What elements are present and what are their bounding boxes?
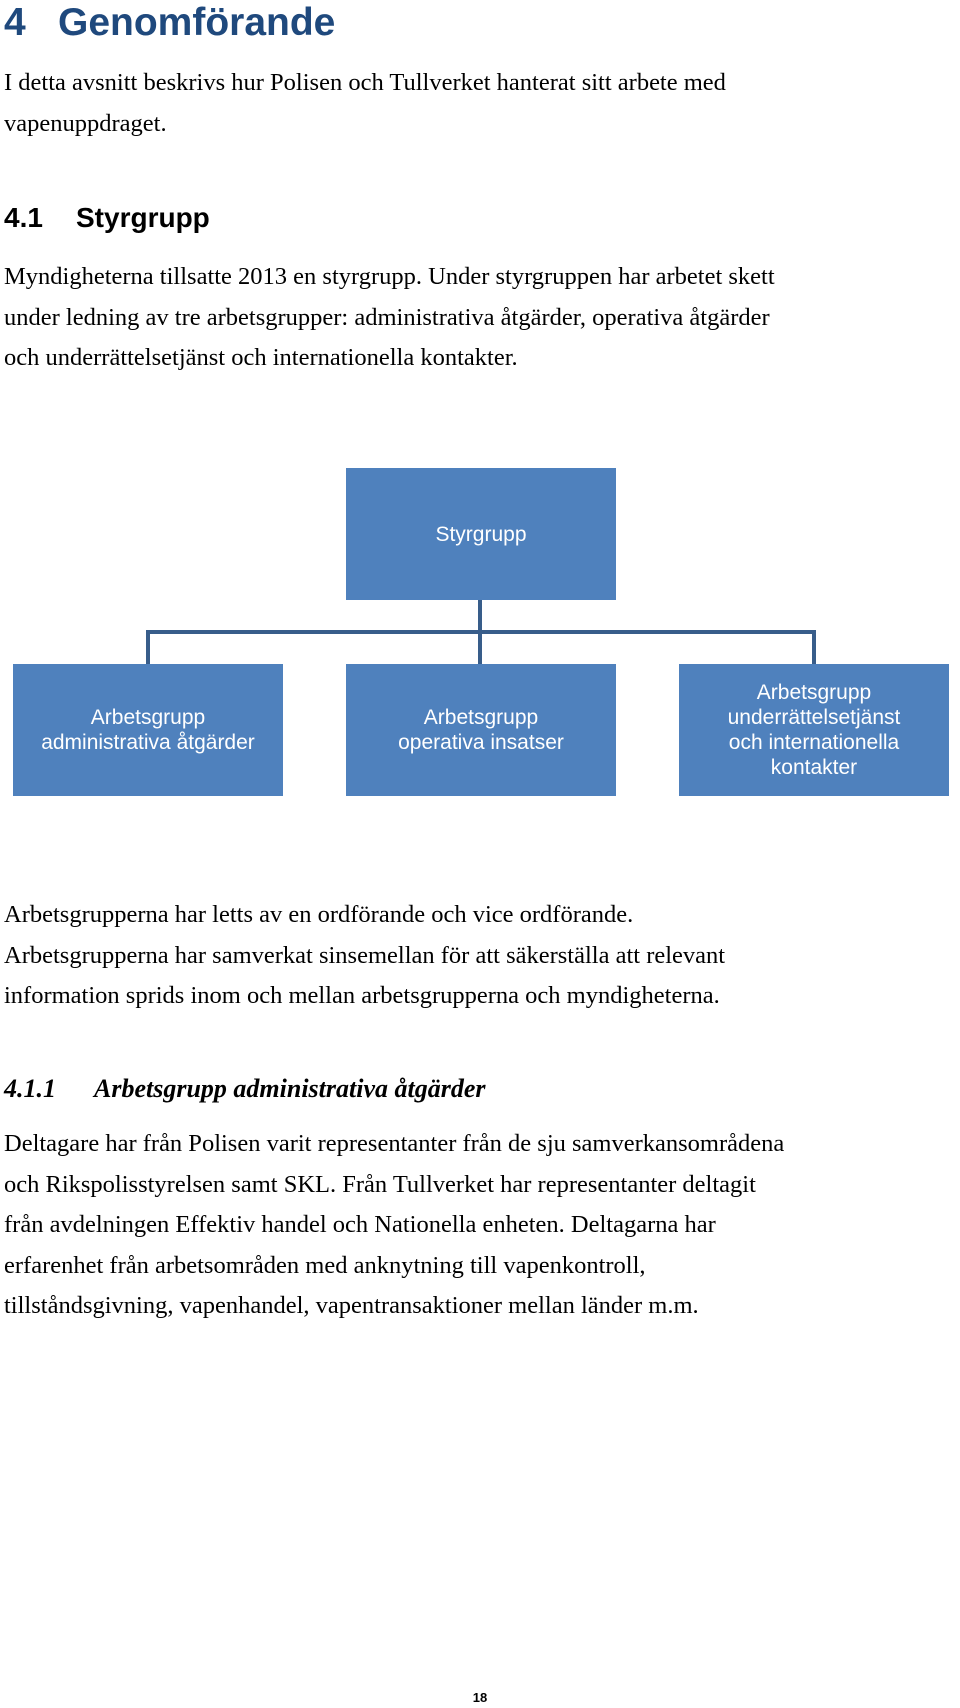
connector-drop-right xyxy=(812,630,816,664)
paragraph-line: under ledning av tre arbetsgrupper: administrativa åtgärder, operativa åtgärder xyxy=(4,303,770,331)
paragraph-line: information sprids inom och mellan arbetsgrupperna och myndigheterna. xyxy=(4,982,720,1009)
section-title: Styrgrupp xyxy=(76,202,210,233)
paragraph-line: Myndigheterna tillsatte 2013 en styrgrupp. Under styrgruppen har arbetet skett xyxy=(4,263,775,290)
section-number: 4.1 xyxy=(4,202,43,233)
org-box-operativa: Arbetsgrupp operativa insatser xyxy=(346,664,616,796)
chapter-title: Genomförande xyxy=(58,1,336,44)
subsection-heading xyxy=(4,1069,486,1109)
paragraph-line: tillståndsgivning, vapenhandel, vapentransaktioner mellan länder m.m. xyxy=(4,1292,699,1319)
paragraph-line: och Rikspolisstyrelsen samt SKL. Från Tullverket har representanter deltagit xyxy=(4,1170,756,1198)
section-heading xyxy=(4,198,210,238)
paragraph-line: och underrättelsetjänst och internationella kontakter. xyxy=(4,344,518,371)
connector-drop-middle xyxy=(478,634,482,664)
intro-line: I detta avsnitt beskrivs hur Polisen och Tullverket hanterat sitt arbete med xyxy=(4,69,726,96)
org-box-styrgrupp: Styrgrupp xyxy=(346,468,616,600)
paragraph-line: Deltagare har från Polisen varit representanter från de sju samverkansområdena xyxy=(4,1130,785,1157)
page-number: 18 xyxy=(472,1690,488,1705)
chapter-number: 4 xyxy=(4,1,26,44)
subsection-title: Arbetsgrupp administrativa åtgärder xyxy=(94,1074,486,1103)
intro-line: vapenuppdraget. xyxy=(4,109,167,137)
subsection-number: 4.1.1 xyxy=(4,1074,56,1103)
paragraph-line: från avdelningen Effektiv handel och Nationella enheten. Deltagarna har xyxy=(4,1211,716,1238)
deltagare-paragraph xyxy=(4,1124,956,1327)
org-box-underrattelse: Arbetsgrupp underrättelsetjänst och internationella kontakter xyxy=(679,664,949,796)
chapter-heading xyxy=(4,0,335,46)
paragraph-line: Arbetsgrupperna har samverkat sinsemellan för att säkerställa att relevant xyxy=(4,941,726,969)
org-box-administrativa: Arbetsgrupp administrativa åtgärder xyxy=(13,664,283,796)
styrgrupp-paragraph xyxy=(4,257,956,379)
arbetsgrupper-paragraph xyxy=(4,895,956,1017)
intro-paragraph xyxy=(4,63,956,144)
org-chart xyxy=(0,460,960,800)
paragraph-line: erfarenhet från arbetsområden med anknytning till vapenkontroll, xyxy=(4,1251,646,1279)
connector-vertical-top xyxy=(478,600,482,634)
connector-drop-left xyxy=(146,630,150,664)
paragraph-line: Arbetsgrupperna har letts av en ordförande och vice ordförande. xyxy=(4,901,634,928)
